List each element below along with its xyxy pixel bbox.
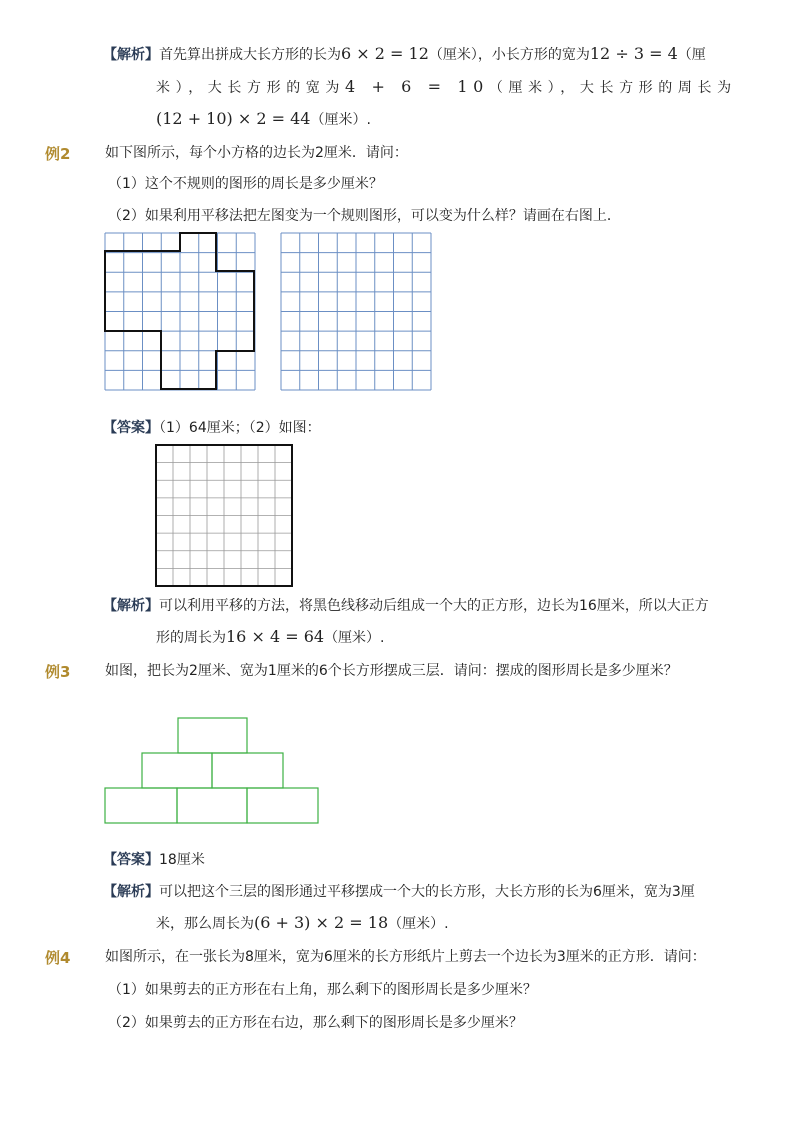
brick-middle-right xyxy=(212,753,283,788)
answer-tag: 【答案】 xyxy=(103,852,159,868)
example-4-label: 例4 xyxy=(45,949,71,967)
example-2-analysis-line2: 形的周长为16 × 4 = 64（厘米）. xyxy=(156,627,385,646)
grid-lines xyxy=(156,445,292,586)
example-4-question-1: （1）如果剪去的正方形在右上角，那么剩下的图形周长是多少厘米？ xyxy=(108,982,537,998)
irregular-figure-grid xyxy=(104,232,256,392)
example-2-question-1: （1）这个不规则的图形的周长是多少厘米？ xyxy=(108,176,383,192)
empty-drawing-grid[interactable] xyxy=(280,232,432,392)
example-3-answer: 【答案】18厘米 xyxy=(103,852,205,868)
grid-lines xyxy=(281,233,431,390)
example-2-label: 例2 xyxy=(45,145,71,163)
example-2-question-2: （2）如果利用平移法把左图变为一个规则图形，可以变为什么样？请画在右图上． xyxy=(108,208,621,224)
example-3-analysis-line1: 【解析】可以把这个三层的图形通过平移摆成一个大的长方形，大长方形的长为6厘米，宽为3厘 xyxy=(103,884,695,900)
analysis1-line3: (12 + 10) × 2 = 44（厘米）. xyxy=(156,109,371,128)
example-4-stem: 如图所示，在一张长为8厘米，宽为6厘米的长方形纸片上剪去一个边长为3厘米的正方形．请问： xyxy=(105,949,706,965)
example-2-analysis-line1: 【解析】可以利用平移的方法，将黑色线移动后组成一个大的正方形，边长为16厘米，所以大正方 xyxy=(103,598,709,614)
brick-pyramid-figure xyxy=(104,717,320,825)
answer-tag: 【答案】 xyxy=(103,420,159,436)
brick-middle-left xyxy=(142,753,212,788)
analysis-tag: 【解析】 xyxy=(103,598,159,614)
answer-square-figure xyxy=(155,444,295,588)
example-3-label: 例3 xyxy=(45,663,71,681)
brick-bottom-middle xyxy=(177,788,247,823)
example-4-question-2: （2）如果剪去的正方形在右边，那么剩下的图形周长是多少厘米？ xyxy=(108,1015,523,1031)
example-3-stem: 如图，把长为2厘米、宽为1厘米的6个长方形摆成三层．请问：摆成的图形周长是多少厘米？ xyxy=(105,663,678,679)
brick-top xyxy=(178,718,247,753)
analysis-tag: 【解析】 xyxy=(103,47,159,63)
analysis-tag: 【解析】 xyxy=(103,884,159,900)
analysis1-line2: 米），大长方形的宽为4 + 6 = 10（厘米），大长方形的周长为 xyxy=(156,77,737,96)
brick-bottom-left xyxy=(105,788,177,823)
example-2-answer: 【答案】（1）64厘米；（2）如图： xyxy=(103,420,321,436)
analysis1-line1: 【解析】首先算出拼成大长方形的长为6 × 2 = 12（厘米），小长方形的宽为12 ÷ 3 = 4（厘 xyxy=(103,44,706,63)
grid-lines xyxy=(105,233,255,390)
example-2-stem: 如下图所示，每个小方格的边长为2厘米．请问： xyxy=(105,145,408,161)
example-3-analysis-line2: 米，那么周长为(6 + 3) × 2 = 18（厘米）. xyxy=(156,913,449,932)
brick-bottom-right xyxy=(247,788,318,823)
